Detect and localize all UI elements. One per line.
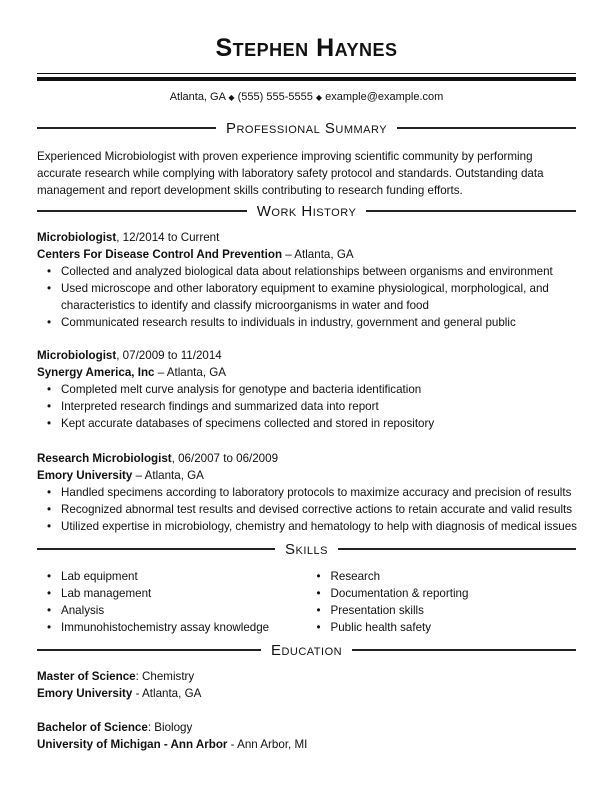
job-bullet: • Collected and analyzed biological data about relationships between organisms and environment (37, 263, 576, 280)
job-dates: , 12/2014 to Current (116, 231, 220, 244)
job-entry (37, 347, 576, 432)
school-location: - Atlanta, GA (132, 687, 202, 700)
skill-item: • Presentation skills (307, 602, 577, 619)
field: : Biology (147, 721, 193, 734)
job-location: – Atlanta, GA (282, 248, 354, 261)
job-location: – Atlanta, GA (154, 366, 227, 379)
skill-item: • Lab equipment (37, 568, 307, 585)
contact-phone: (555) 555-5555 (237, 91, 313, 103)
skill-item: • Lab management (37, 585, 307, 602)
job-company: Centers For Disease Control And Prevention (37, 248, 283, 261)
skill-item: • Public health safety (307, 619, 577, 636)
education-entry (37, 668, 576, 702)
contact-email: example@example.com (325, 91, 444, 103)
skill-item: • Analysis (37, 602, 307, 619)
contact-location: Atlanta, GA (169, 91, 226, 103)
job-location: – Atlanta, GA (132, 469, 204, 482)
contact-line (37, 89, 576, 106)
school: University of Michigan - Ann Arbor (37, 738, 228, 751)
header-rule-thick (37, 77, 576, 81)
job-company: Synergy America, Inc (37, 366, 155, 379)
skill-item: • Immunohistochemistry assay knowledge (37, 619, 307, 636)
school: Emory University (37, 687, 133, 700)
skill-item: • Documentation & reporting (307, 585, 577, 602)
education-entry (37, 719, 576, 753)
section-heading-summary: Professional Summary (37, 118, 576, 138)
job-company: Emory University (37, 469, 133, 482)
job-bullet: • Completed melt curve analysis for genotype and bacteria identification (37, 381, 576, 398)
section-heading-education: Education (37, 640, 576, 660)
job-bullet: • Recognized abnormal test results and devised corrective actions to retain accurate and valid results (37, 501, 576, 518)
candidate-name: Stephen Haynes (215, 34, 398, 62)
job-bullet: • Utilized expertise in microbiology, chemistry and hematology to help with diagnosis of medical issues (37, 518, 576, 535)
job-dates: , 07/2009 to 11/2014 (116, 349, 222, 362)
skills-list (37, 568, 576, 636)
job-title: Research Microbiologist (37, 452, 172, 465)
field: : Chemistry (135, 670, 195, 683)
diamond-separator-icon: ◆ (315, 93, 323, 102)
job-title: Microbiologist (37, 231, 117, 244)
diamond-separator-icon: ◆ (228, 93, 235, 102)
job-bullet: • Handled specimens according to laboratory protocols to maximize accuracy and precision of results (37, 484, 576, 501)
section-heading-skills: Skills (37, 539, 576, 559)
section-heading-work-history: Work History (37, 201, 576, 221)
degree: Bachelor of Science (37, 721, 148, 734)
job-dates: , 06/2007 to 06/2009 (171, 452, 279, 465)
summary-text: Experienced Microbiologist with proven experience improving scientific community by performing accurate research while complying with laboratory safety protocol and standards. Outstanding data management and report development skills contributing to research funding efforts. (37, 150, 544, 197)
school-location: - Ann Arbor, MI (227, 738, 308, 751)
job-bullet: • Interpreted research findings and summarized data into report (37, 398, 576, 415)
job-bullet: • Used microscope and other laboratory equipment to examine physiological, morphological, and characteristics to identify and classify microorganisms in water and food (37, 280, 576, 314)
job-entry (37, 450, 576, 535)
job-entry (37, 229, 576, 331)
degree: Master of Science (37, 670, 136, 683)
job-bullet: • Communicated research results to individuals in industry, government and general public (37, 314, 576, 331)
job-title: Microbiologist (37, 349, 117, 362)
skill-item: • Research (307, 568, 577, 585)
header-rule-thin (37, 73, 576, 74)
job-bullet: • Kept accurate databases of specimens collected and stored in repository (37, 415, 576, 432)
